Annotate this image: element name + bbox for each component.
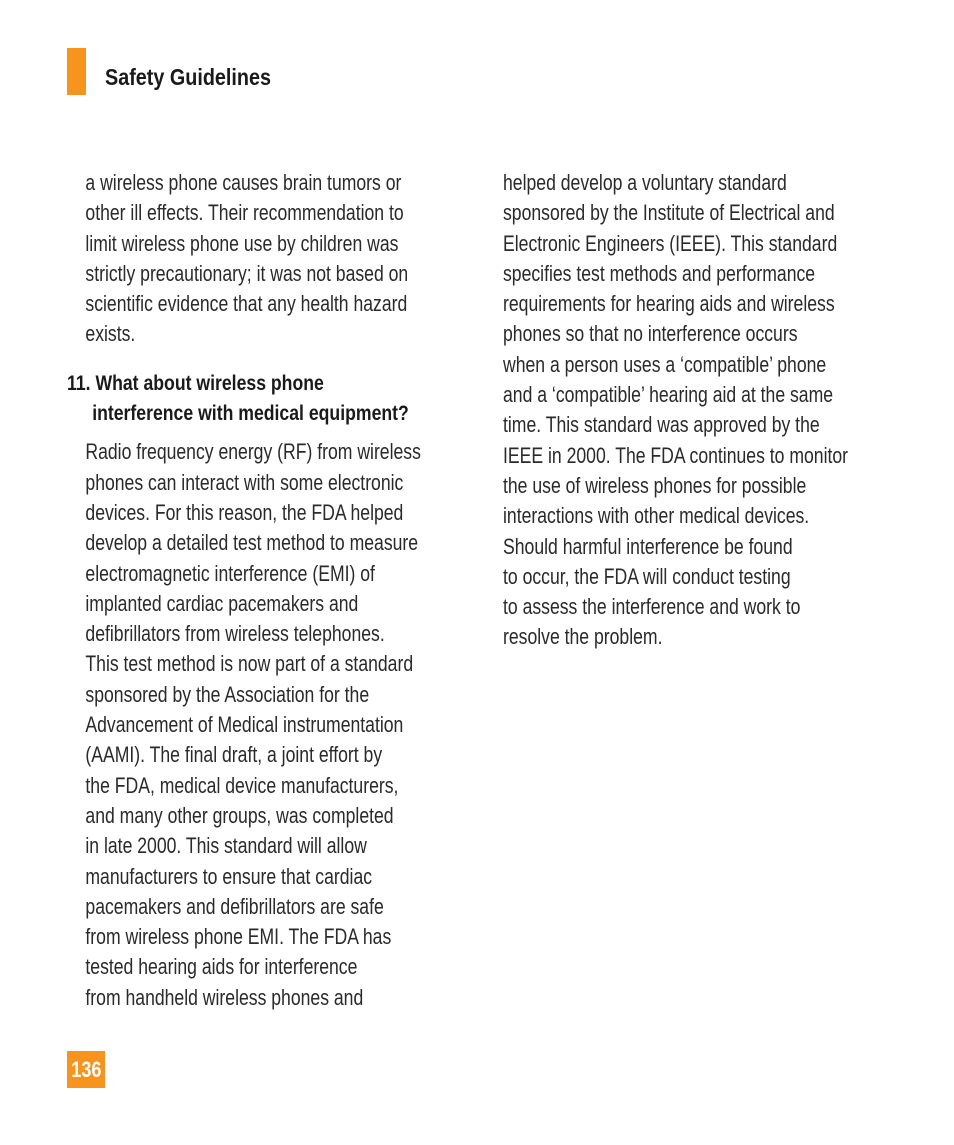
text-line: interactions with other medical devices.	[503, 503, 810, 529]
text-line: time. This standard was approved by the	[503, 412, 820, 438]
question-line: interference with medical equipment?	[92, 402, 409, 426]
text-line: requirements for hearing aids and wireless	[503, 291, 835, 317]
text-line: tested hearing aids for interference	[85, 954, 358, 980]
left-column	[67, 168, 447, 1013]
text-line: implanted cardiac pacemakers and	[85, 590, 359, 616]
text-line: from handheld wireless phones and	[85, 984, 364, 1010]
text-line: This test method is now part of a standard	[85, 651, 414, 677]
text-line: to assess the interference and work to	[503, 594, 801, 620]
text-line: phones can interact with some electronic	[85, 469, 404, 495]
header-accent-bar	[67, 48, 86, 95]
text-line: pacemakers and defibrillators are safe	[85, 893, 384, 919]
text-line: (AAMI). The final draft, a joint effort by	[85, 742, 383, 768]
text-line: manufacturers to ensure that cardiac	[85, 863, 373, 889]
text-line: when a person uses a ‘compatible’ phone	[503, 351, 827, 377]
text-line: limit wireless phone use by children was	[85, 230, 399, 256]
text-line: Radio frequency energy (RF) from wireless	[85, 439, 421, 465]
page-number: 136	[70, 1057, 102, 1082]
text-line: exists.	[85, 321, 136, 347]
text-line: and many other groups, was completed	[85, 802, 394, 828]
page-number-badge	[67, 1051, 105, 1088]
text-line: specifies test methods and performance	[503, 260, 816, 286]
text-line: from wireless phone EMI. The FDA has	[85, 924, 392, 950]
text-line: phones so that no interference occurs	[503, 321, 798, 347]
text-line: Should harmful interference be found	[503, 533, 793, 559]
text-line: Advancement of Medical instrumentation	[85, 712, 404, 738]
text-line: defibrillators from wireless telephones.	[85, 621, 385, 647]
text-line: to occur, the FDA will conduct testing	[503, 563, 791, 589]
text-line: electromagnetic interference (EMI) of	[85, 560, 375, 586]
text-line: Electronic Engineers (IEEE). This standard	[503, 230, 838, 256]
right-column	[503, 168, 863, 653]
text-line: develop a detailed test method to measure	[85, 530, 419, 556]
text-line: and a ‘compatible’ hearing aid at the same	[503, 382, 834, 408]
text-line: IEEE in 2000. The FDA continues to monitor	[503, 442, 849, 468]
text-line: a wireless phone causes brain tumors or	[85, 170, 402, 195]
text-line: sponsored by the Association for the	[85, 681, 370, 707]
text-line: strictly precautionary; it was not based on	[85, 260, 409, 286]
question-heading	[67, 369, 447, 430]
text-line: scientific evidence that any health hazard	[85, 291, 408, 317]
text-line: other ill effects. Their recommendation to	[85, 200, 404, 226]
text-line: sponsored by the Institute of Electrical and	[503, 200, 835, 226]
answer-paragraph	[67, 437, 447, 1013]
page-title: Safety Guidelines	[105, 64, 271, 90]
question-line: 11. What about wireless phone	[67, 371, 324, 395]
text-line: the use of wireless phones for possible	[503, 472, 807, 498]
text-line: helped develop a voluntary standard	[503, 170, 787, 195]
text-line: resolve the problem.	[503, 624, 663, 650]
intro-paragraph	[67, 168, 447, 350]
text-line: devices. For this reason, the FDA helped	[85, 499, 404, 525]
text-line: the FDA, medical device manufacturers,	[85, 772, 399, 798]
text-line: in late 2000. This standard will allow	[85, 833, 367, 859]
